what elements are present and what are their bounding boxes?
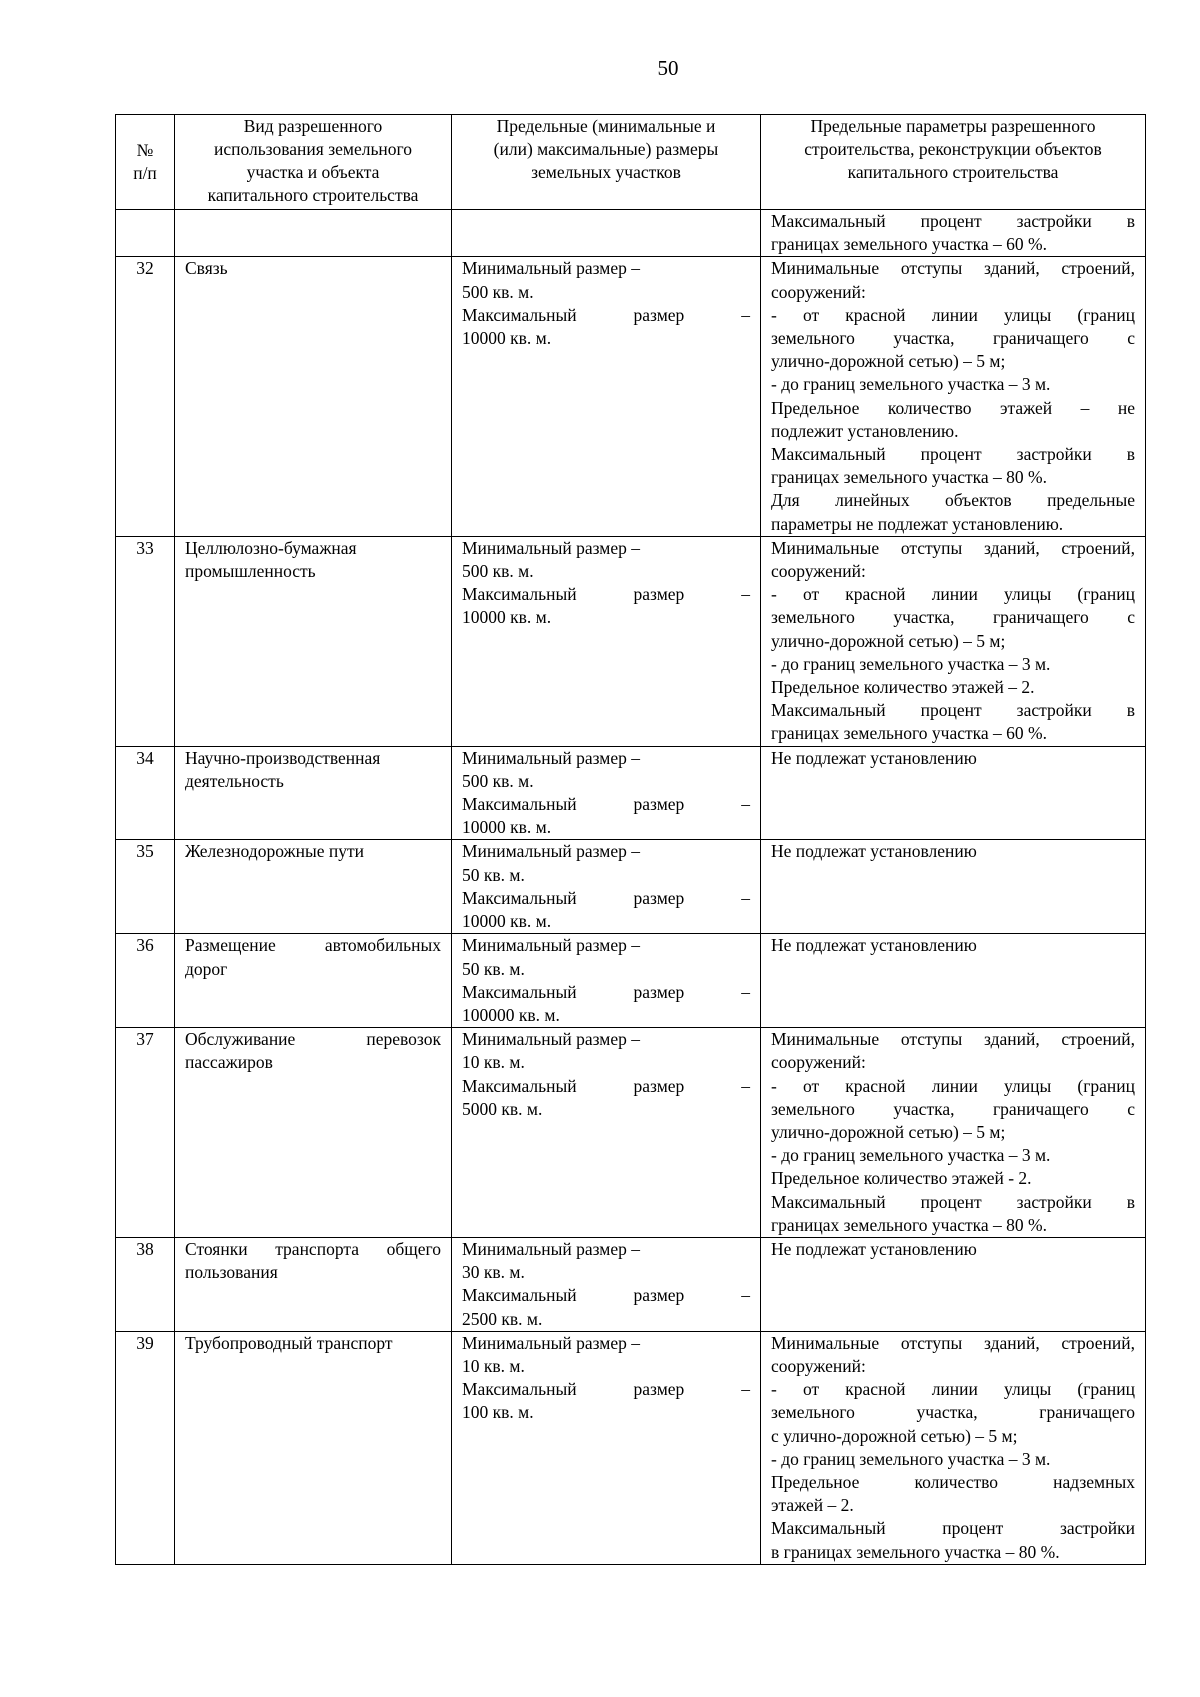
header-permitted-use <box>175 115 452 210</box>
table-row <box>116 746 1146 840</box>
cell-text-line: 10 кв. м. <box>462 1052 525 1073</box>
cell-text-line: 5000 кв. м. <box>462 1098 543 1119</box>
cell-text-line: Минимальные отступы зданий, строений, <box>771 1332 1135 1353</box>
header-size-line: (или) максимальные) размеры <box>493 139 719 159</box>
cell-text-line: границах земельного участка – 60 %. <box>771 723 1047 744</box>
cell-construction-params <box>761 840 1146 934</box>
cell-text-line: Максимальный размер – <box>462 1285 750 1306</box>
cell-text-line: 500 кв. м. <box>462 770 534 791</box>
cell-text-line: сооружений: <box>771 281 866 302</box>
cell-permitted-use <box>175 746 452 840</box>
cell-text-line: 500 кв. м. <box>462 561 534 582</box>
table-row <box>116 257 1146 536</box>
cell-text-line: в границах земельного участка – 80 %. <box>771 1541 1060 1562</box>
cell-text-line: Минимальный размер – <box>462 935 641 956</box>
cell-permitted-use <box>175 934 452 1028</box>
cell-text-line: Трубопроводный транспорт <box>185 1332 393 1353</box>
cell-text-line: Максимальный размер – <box>462 584 750 605</box>
cell-text-line: Максимальный размер – <box>462 981 750 1002</box>
cell-text-line: - до границ земельного участка – 3 м. <box>771 374 1051 395</box>
cell-text-line: Предельное количество этажей – не <box>771 397 1135 418</box>
table-row <box>116 1331 1146 1564</box>
cell-text-line: Минимальный размер – <box>462 1332 641 1353</box>
header-use-line: капитального строительства <box>207 185 419 205</box>
cell-text-line: Не подлежат установлению <box>771 841 977 862</box>
cell-construction-params <box>761 746 1146 840</box>
cell-plot-size <box>452 210 761 257</box>
cell-text-line: Не подлежат установлению <box>771 935 977 956</box>
cell-text-line: Минимальный размер – <box>462 747 641 768</box>
header-number-line: № <box>136 140 154 160</box>
cell-number: 37 <box>116 1028 175 1238</box>
cell-text-line: земельного участка, граничащего с <box>771 1098 1135 1119</box>
cell-plot-size <box>452 746 761 840</box>
cell-construction-params <box>761 934 1146 1028</box>
header-use-line: использования земельного <box>213 139 413 159</box>
cell-text-line: Не подлежат установлению <box>771 1238 977 1259</box>
cell-text-line: - от красной линии улицы (границ <box>771 1075 1135 1096</box>
table-row <box>116 1028 1146 1238</box>
cell-text-line: Максимальный размер – <box>462 1075 750 1096</box>
cell-construction-params <box>761 210 1146 257</box>
cell-permitted-use <box>175 1028 452 1238</box>
table-body <box>116 210 1146 1565</box>
page-number: 50 <box>657 56 679 80</box>
table-row <box>116 934 1146 1028</box>
cell-text-line: 500 кв. м. <box>462 281 534 302</box>
cell-permitted-use <box>175 210 452 257</box>
table-row <box>116 1237 1146 1331</box>
cell-plot-size <box>452 1237 761 1331</box>
cell-text-line: Связь <box>185 258 228 279</box>
header-params-line: Предельные параметры разрешенного <box>810 116 1096 136</box>
zoning-parameters-table <box>115 114 1146 1565</box>
header-params-line: строительства, реконструкции объектов <box>804 139 1102 159</box>
cell-text-line: параметры не подлежат установлению. <box>771 513 1064 534</box>
cell-text-line: улично-дорожной сетью) – 5 м; <box>771 630 1006 651</box>
cell-number: 34 <box>116 746 175 840</box>
cell-permitted-use <box>175 536 452 746</box>
cell-text-line: улично-дорожной сетью) – 5 м; <box>771 351 1006 372</box>
cell-plot-size <box>452 1331 761 1564</box>
cell-permitted-use <box>175 840 452 934</box>
cell-text-line: с улично-дорожной сетью) – 5 м; <box>771 1425 1018 1446</box>
cell-text-line: Предельное количество надземных <box>771 1471 1135 1492</box>
cell-text-line: - от красной линии улицы (границ <box>771 584 1135 605</box>
cell-text-line: Научно-производственная <box>185 747 381 768</box>
cell-text-line: 30 кв. м. <box>462 1262 525 1283</box>
cell-text-line: границах земельного участка – 60 %. <box>771 234 1047 255</box>
cell-text-line: границах земельного участка – 80 %. <box>771 1214 1047 1235</box>
cell-number: 36 <box>116 934 175 1028</box>
cell-text-line: земельного участка, граничащего с <box>771 607 1135 628</box>
cell-text-line: Стоянки транспорта общего <box>185 1238 441 1259</box>
header-use-line: участка и объекта <box>246 162 380 182</box>
cell-plot-size <box>452 257 761 536</box>
header-use-line: Вид разрешенного <box>243 116 383 136</box>
cell-construction-params <box>761 1237 1146 1331</box>
cell-text-line: 2500 кв. м. <box>462 1308 543 1329</box>
cell-construction-params <box>761 1331 1146 1564</box>
table-header <box>116 115 1146 210</box>
cell-number: 33 <box>116 536 175 746</box>
cell-number: 38 <box>116 1237 175 1331</box>
cell-number: 39 <box>116 1331 175 1564</box>
cell-text-line: пользования <box>185 1262 278 1283</box>
header-number-line: п/п <box>133 163 157 183</box>
cell-text-line: Минимальные отступы зданий, строений, <box>771 1029 1135 1050</box>
cell-text-line: Минимальные отступы зданий, строений, <box>771 537 1135 558</box>
cell-text-line: Максимальный размер – <box>462 304 750 325</box>
cell-plot-size <box>452 1028 761 1238</box>
cell-text-line: подлежит установлению. <box>771 420 959 441</box>
header-row <box>116 115 1146 210</box>
cell-text-line: Целлюлозно-бумажная <box>185 537 357 558</box>
cell-text-line: - до границ земельного участка – 3 м. <box>771 1145 1051 1166</box>
cell-permitted-use <box>175 1237 452 1331</box>
cell-text-line: границах земельного участка – 80 %. <box>771 467 1047 488</box>
cell-text-line: Максимальный процент застройки в <box>771 444 1135 465</box>
cell-number: 35 <box>116 840 175 934</box>
cell-text-line: - до границ земельного участка – 3 м. <box>771 1448 1051 1469</box>
cell-text-line: Максимальный процент застройки в <box>771 211 1135 231</box>
cell-text-line: сооружений: <box>771 1052 866 1073</box>
cell-text-line: Предельное количество этажей - 2. <box>771 1168 1032 1189</box>
cell-number <box>116 210 175 257</box>
cell-plot-size <box>452 840 761 934</box>
cell-text-line: Для линейных объектов предельные <box>771 490 1135 511</box>
cell-construction-params <box>761 257 1146 536</box>
cell-text-line: Максимальный процент застройки <box>771 1518 1135 1539</box>
cell-plot-size <box>452 934 761 1028</box>
cell-text-line: Железнодорожные пути <box>185 841 364 862</box>
cell-text-line: 50 кв. м. <box>462 864 525 885</box>
cell-text-line: 100 кв. м. <box>462 1402 534 1423</box>
cell-number: 32 <box>116 257 175 536</box>
cell-construction-params <box>761 1028 1146 1238</box>
cell-text-line: дорог <box>185 958 228 979</box>
cell-text-line: пассажиров <box>185 1052 273 1073</box>
cell-text-line: сооружений: <box>771 1355 866 1376</box>
cell-text-line: - до границ земельного участка – 3 м. <box>771 653 1051 674</box>
cell-text-line: Максимальный размер – <box>462 794 750 815</box>
cell-text-line: 10000 кв. м. <box>462 817 552 838</box>
cell-text-line: промышленность <box>185 561 316 582</box>
cell-text-line: Максимальный размер – <box>462 887 750 908</box>
cell-text-line: 10 кв. м. <box>462 1355 525 1376</box>
cell-text-line: Предельное количество этажей – 2. <box>771 677 1035 698</box>
cell-plot-size <box>452 536 761 746</box>
cell-text-line: сооружений: <box>771 561 866 582</box>
cell-text-line: 10000 кв. м. <box>462 607 552 628</box>
table-row <box>116 840 1146 934</box>
cell-permitted-use <box>175 1331 452 1564</box>
header-size-line: земельных участков <box>531 162 681 182</box>
continuation-row <box>116 210 1146 257</box>
header-construction-params <box>761 115 1146 210</box>
cell-text-line: - от красной линии улицы (границ <box>771 1379 1135 1400</box>
cell-text-line: Не подлежат установлению <box>771 747 977 768</box>
cell-text-line: 50 кв. м. <box>462 958 525 979</box>
cell-text-line: Максимальный размер – <box>462 1379 750 1400</box>
cell-text-line: Минимальный размер – <box>462 1029 641 1050</box>
cell-construction-params <box>761 536 1146 746</box>
cell-text-line: земельного участка, граничащего с <box>771 328 1135 349</box>
header-plot-sizes <box>452 115 761 210</box>
cell-text-line: этажей – 2. <box>771 1495 854 1516</box>
cell-text-line: земельного участка, граничащего <box>771 1402 1135 1423</box>
cell-text-line: Максимальный процент застройки в <box>771 700 1135 721</box>
cell-text-line: Минимальный размер – <box>462 537 641 558</box>
cell-text-line: Обслуживание перевозок <box>185 1029 441 1050</box>
cell-text-line: Минимальный размер – <box>462 1238 641 1259</box>
header-number <box>116 115 175 210</box>
cell-text-line: деятельность <box>185 770 284 791</box>
cell-text-line: 10000 кв. м. <box>462 911 552 932</box>
cell-text-line: Минимальные отступы зданий, строений, <box>771 258 1135 279</box>
cell-text-line: Минимальный размер – <box>462 258 641 279</box>
cell-text-line: 100000 кв. м. <box>462 1004 560 1025</box>
cell-text-line: 10000 кв. м. <box>462 328 552 349</box>
cell-permitted-use <box>175 257 452 536</box>
cell-text-line: Размещение автомобильных <box>185 935 441 956</box>
cell-text-line: улично-дорожной сетью) – 5 м; <box>771 1121 1006 1142</box>
header-size-line: Предельные (минимальные и <box>496 116 716 136</box>
table-row <box>116 536 1146 746</box>
cell-text-line: - от красной линии улицы (границ <box>771 304 1135 325</box>
cell-text-line: Минимальный размер – <box>462 841 641 862</box>
cell-text-line: Максимальный процент застройки в <box>771 1191 1135 1212</box>
header-params-line: капитального строительства <box>847 162 1059 182</box>
